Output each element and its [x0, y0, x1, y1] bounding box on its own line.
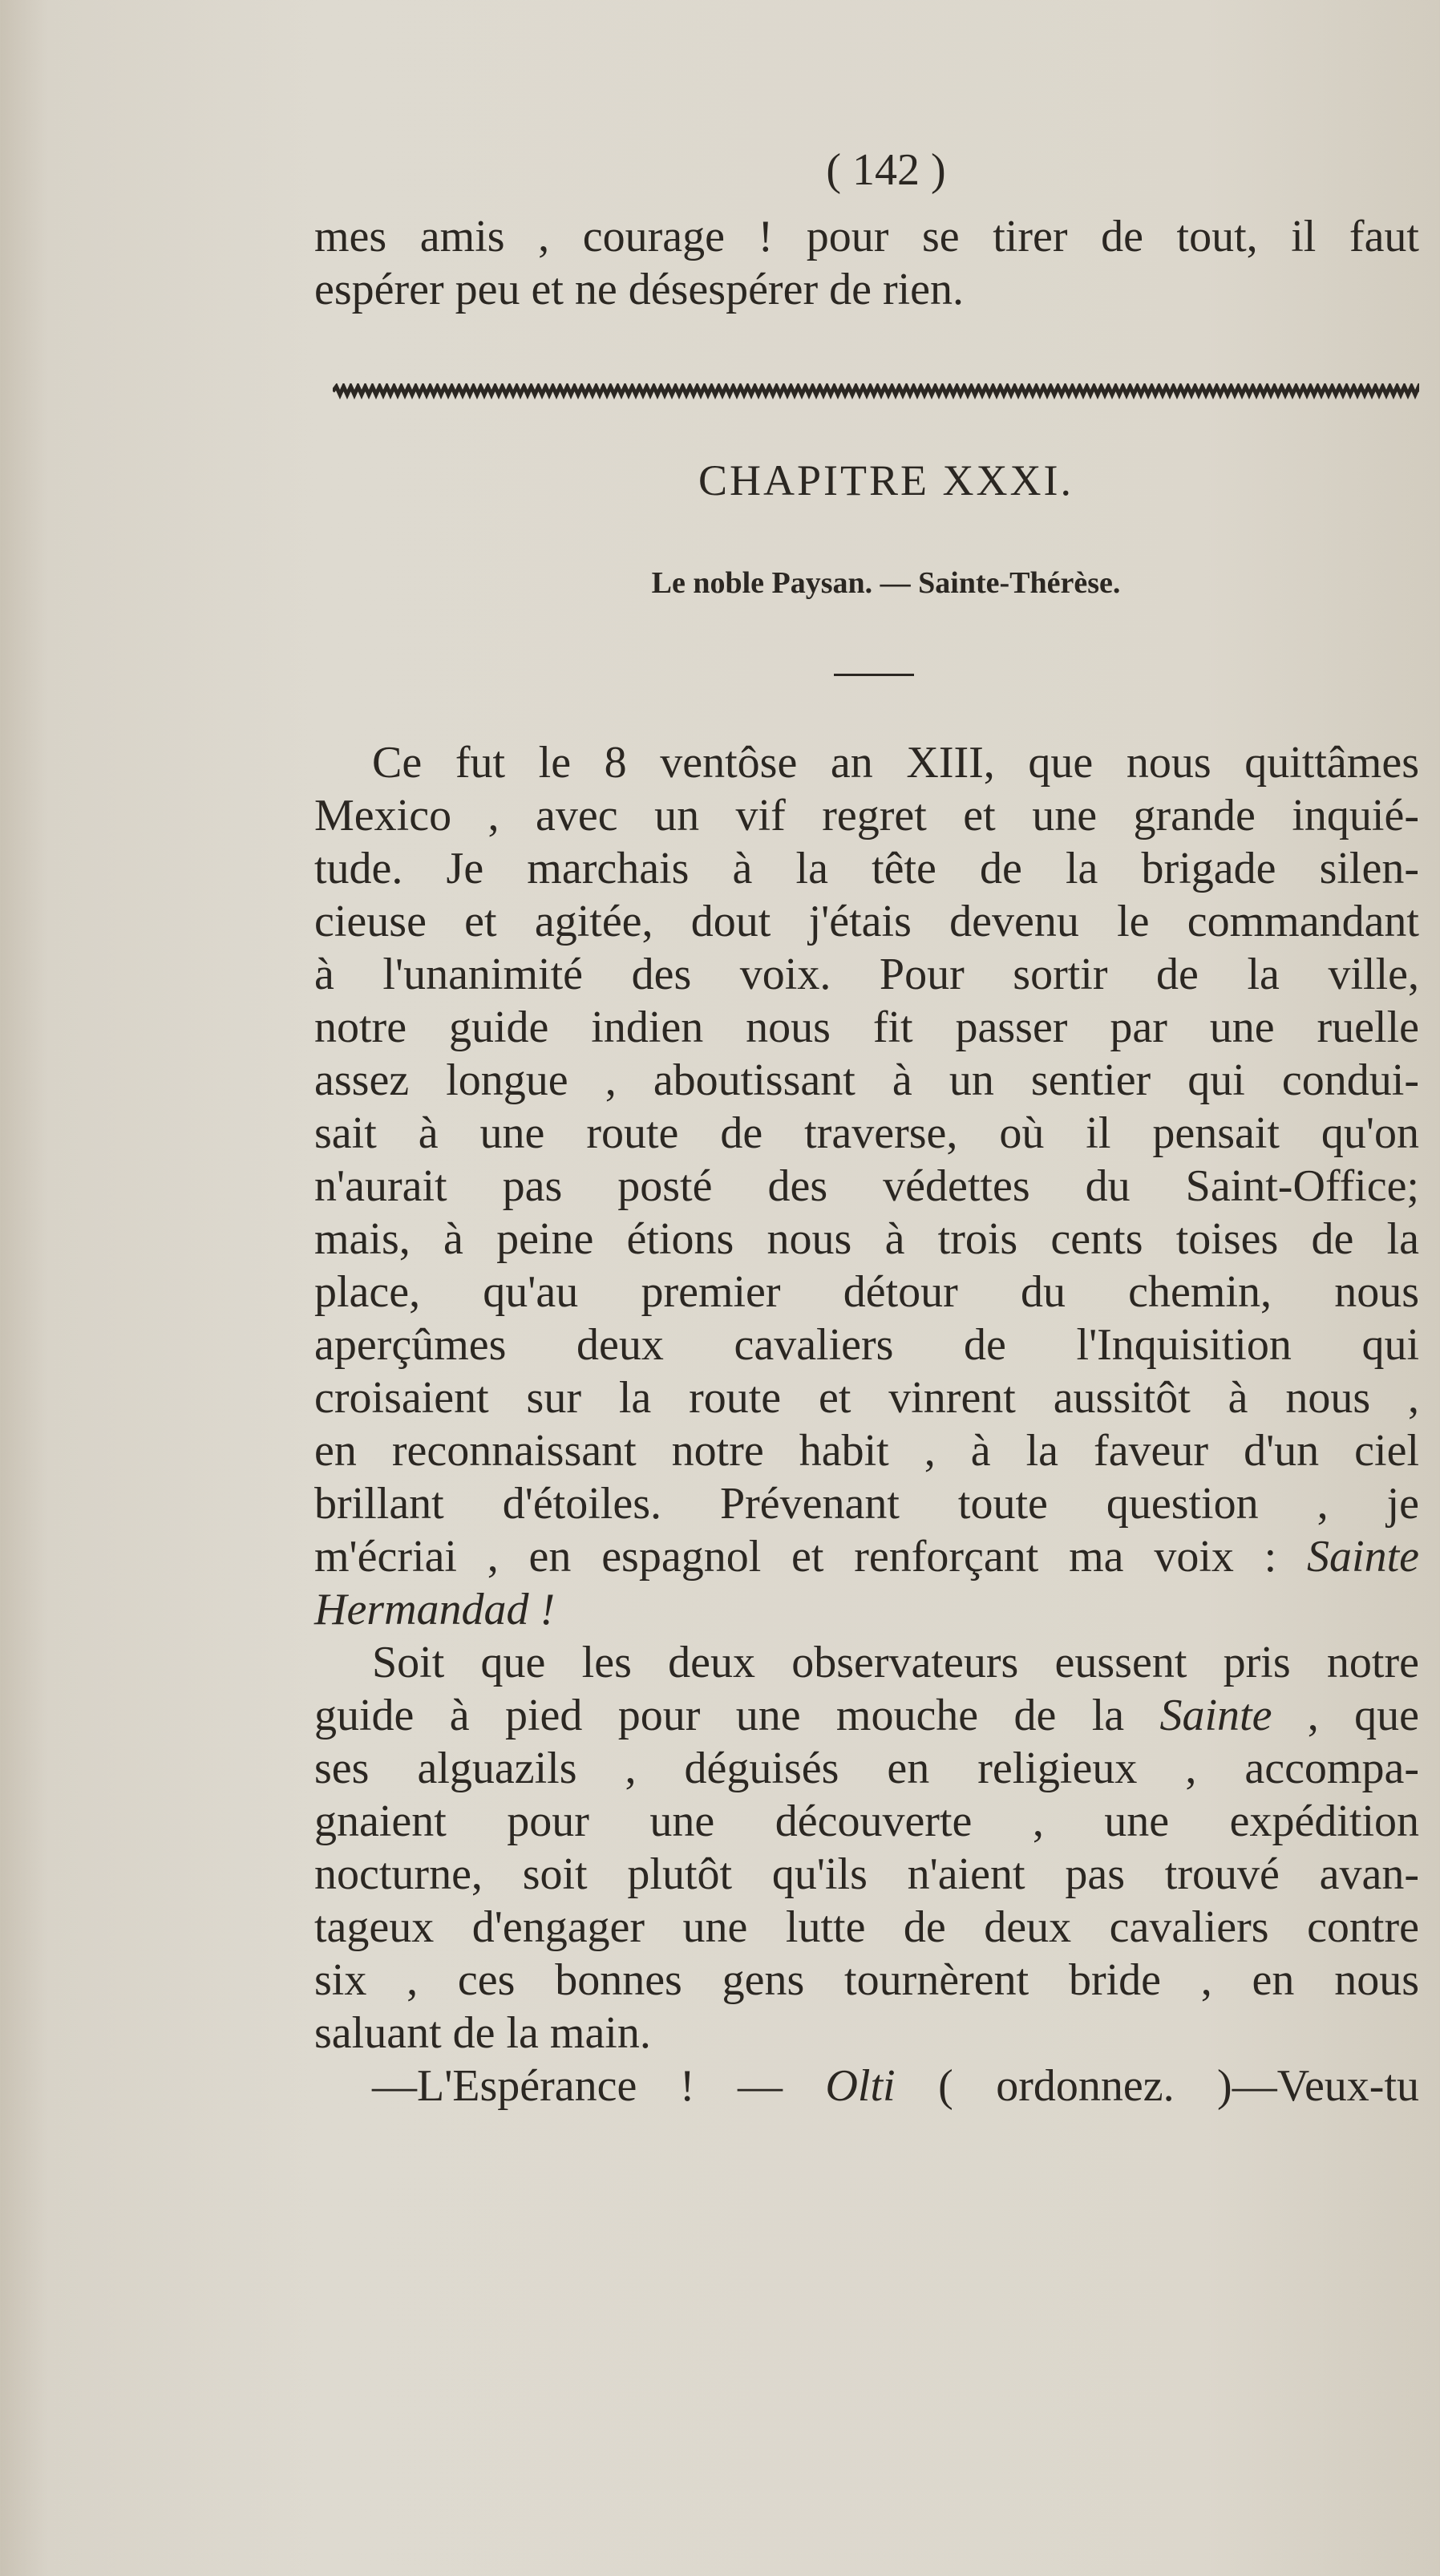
text-line: [314, 1742, 1419, 1795]
text-line: [314, 1901, 1419, 1954]
ornamental-divider: [333, 383, 1419, 399]
chapter-subtitle: Le noble Paysan. — Sainte-Thérèse.: [651, 566, 1121, 600]
text-segment: saluant de la main.: [314, 2008, 651, 2058]
text-segment: gnaient pour une découverte , une expédition: [314, 1796, 1419, 1846]
text-line: [314, 1848, 1419, 1901]
text-line: [314, 1530, 1419, 1583]
text-line: [314, 263, 1419, 316]
text-segment: ses alguazils , déguisés en religieux , accompa-: [314, 1744, 1419, 1793]
italic-text: Sainte: [1159, 1691, 1272, 1740]
text-segment: mes amis , courage ! pour se tirer de tout, il faut: [314, 212, 1419, 261]
text-segment: Soit que les deux observateurs eussent pris notre: [372, 1638, 1419, 1687]
text-line: [314, 1477, 1419, 1530]
text-segment: cieuse et agitée, dout j'étais devenu le commandant: [314, 897, 1419, 946]
text-segment: en reconnaissant notre habit , à la faveur d'un ciel: [314, 1426, 1419, 1476]
text-line: [314, 948, 1419, 1001]
text-segment: , que: [1272, 1691, 1419, 1740]
text-segment: Ce fut le 8 ventôse an XIII, que nous quittâmes: [372, 738, 1419, 788]
chapter-rule: [834, 674, 914, 676]
text-line: [314, 842, 1419, 895]
text-line: [314, 1213, 1419, 1266]
text-segment: croisaient sur la route et vinrent aussitôt à nous ,: [314, 1373, 1419, 1423]
text-line: [314, 1636, 1419, 1689]
text-segment: notre guide indien nous fit passer par une ruelle: [314, 1002, 1419, 1052]
text-segment: mais, à peine étions nous à trois cents toises de la: [314, 1214, 1419, 1264]
text-line: [314, 895, 1419, 948]
text-line: [314, 1954, 1419, 2007]
text-line: [314, 2007, 1419, 2060]
text-line: [314, 1001, 1419, 1054]
text-line: [314, 1371, 1419, 1424]
text-segment: Mexico , avec un vif regret et une grande inquié-: [314, 791, 1419, 840]
text-segment: nocturne, soit plutôt qu'ils n'aient pas trouvé avan-: [314, 1849, 1419, 1899]
text-line: [314, 1795, 1419, 1848]
text-line: [314, 1583, 1419, 1636]
text-segment: tude. Je marchais à la tête de la brigade silen-: [314, 844, 1419, 893]
italic-text: Hermandad !: [314, 1585, 556, 1634]
text-segment: espérer peu et ne désespérer de rien.: [314, 265, 965, 314]
text-segment: guide à pied pour une mouche de la: [314, 1691, 1160, 1740]
text-segment: brillant d'étoiles. Prévenant toute question , je: [314, 1479, 1419, 1529]
text-segment: sait à une route de traverse, où il pensait qu'on: [314, 1108, 1419, 1158]
text-segment: —L'Espérance ! —: [372, 2061, 826, 2111]
text-line: [314, 1424, 1419, 1477]
text-line: [314, 789, 1419, 842]
text-line: [314, 1107, 1419, 1160]
text-segment: assez longue , aboutissant à un sentier qui condui-: [314, 1055, 1419, 1105]
text-line: [314, 736, 1419, 789]
text-line: [314, 1266, 1419, 1318]
text-line: [314, 210, 1419, 263]
text-line: [314, 1689, 1419, 1742]
text-segment: six , ces bonnes gens tournèrent bride , en nous: [314, 1955, 1419, 2005]
text-segment: n'aurait pas posté des védettes du Saint-Office;: [314, 1161, 1419, 1211]
italic-text: Sainte: [1307, 1532, 1419, 1582]
text-segment: ( ordonnez. )—Veux-tu: [895, 2061, 1419, 2111]
text-segment: m'écriai , en espagnol et renforçant ma voix :: [314, 1532, 1308, 1582]
text-line: [314, 1160, 1419, 1213]
text-line: [314, 1054, 1419, 1107]
text-segment: à l'unanimité des voix. Pour sortir de la ville,: [314, 950, 1419, 999]
text-segment: place, qu'au premier détour du chemin, nous: [314, 1267, 1419, 1317]
italic-text: Olti: [825, 2061, 896, 2111]
page-number: ( 142 ): [826, 145, 946, 195]
chapter-title: CHAPITRE XXXI.: [698, 456, 1074, 504]
text-segment: tageux d'engager une lutte de deux cavaliers contre: [314, 1902, 1419, 1952]
text-line: [314, 1318, 1419, 1371]
text-line: [314, 2060, 1419, 2112]
text-segment: aperçûmes deux cavaliers de l'Inquisition qui: [314, 1320, 1419, 1370]
